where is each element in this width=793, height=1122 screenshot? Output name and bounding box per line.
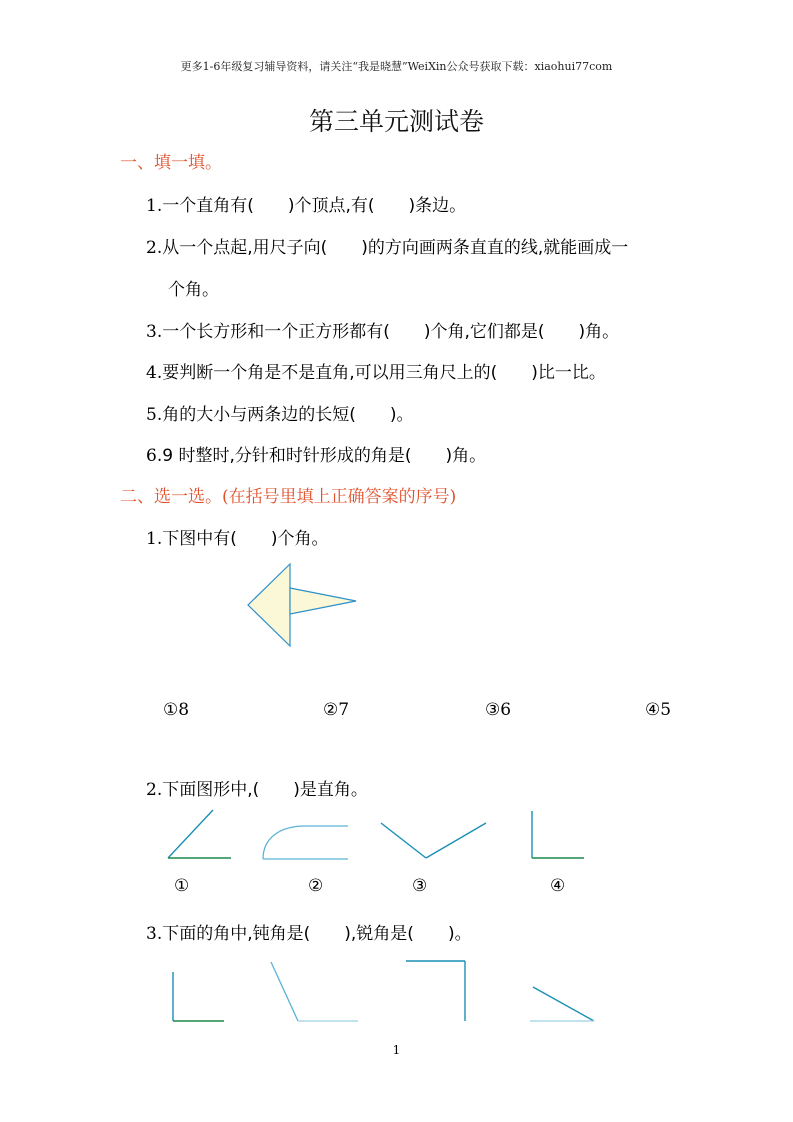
option-3: ③6	[485, 700, 512, 720]
figure-triangle-large	[248, 564, 290, 646]
shape-label-1: ①	[174, 876, 190, 896]
page-title: 第三单元测试卷	[308, 107, 484, 136]
question-2-2	[146, 775, 368, 800]
figure-triangle-small	[290, 588, 356, 614]
question-number: 1.	[146, 529, 163, 549]
question-1-6	[146, 441, 486, 466]
question-number: 3.	[146, 924, 163, 944]
option-4: ④5	[645, 700, 672, 720]
angle-figure-3-right	[406, 961, 465, 1021]
section-2-heading: 二、选一选。(在括号里填上正确答案的序号)	[120, 487, 457, 507]
question-number: 2.	[146, 780, 163, 800]
question-text: 角的大小与两条边的长短( )。	[162, 405, 414, 425]
question-text: 一个长方形和一个正方形都有( )个角,它们都是( )角。	[162, 322, 620, 342]
question-number: 3.	[146, 322, 163, 342]
section-1-heading: 一、填一填。	[120, 153, 222, 173]
question-number: 4.	[146, 363, 163, 383]
question-text: 一个直角有( )个顶点,有( )条边。	[162, 196, 467, 216]
question-1-1	[146, 191, 466, 216]
question-text: 从一个点起,用尺子向( )的方向画两条直直的线,就能画成一	[162, 238, 629, 258]
question-1-2-cont	[168, 275, 219, 300]
question-2-3	[146, 919, 472, 944]
question-text: 下面的角中,钝角是( ),锐角是( )。	[162, 924, 472, 944]
question-number: 5.	[146, 405, 163, 425]
question-number: 6.	[146, 446, 163, 466]
shape-label-2: ②	[308, 876, 324, 896]
angle-figure-1-right	[173, 972, 224, 1021]
question-number: 2.	[146, 238, 163, 258]
question-text: 要判断一个角是不是直角,可以用三角尺上的( )比一比。	[162, 363, 606, 383]
angle-figure-4-acute	[530, 987, 594, 1021]
question-1-2	[146, 233, 628, 258]
shape-2-curved	[263, 826, 348, 859]
shape-label-4: ④	[550, 876, 566, 896]
page-number: 1	[392, 1043, 401, 1057]
shape-3-obtuse-angle	[381, 823, 486, 858]
question-1-4	[146, 358, 606, 383]
option-1: ①8	[163, 700, 190, 720]
shape-label-3: ③	[412, 876, 428, 896]
question-text: 个角。	[168, 280, 219, 300]
question-text: 下图中有( )个角。	[162, 529, 329, 549]
question-2-1	[146, 524, 329, 549]
header-note: 更多1-6年级复习辅导资料，请关注“我是晓慧”WeiXin公众号获取下载：xiaohui77com	[180, 60, 613, 73]
question-1-3	[146, 317, 619, 342]
angle-figure-2-obtuse	[271, 962, 358, 1021]
option-2: ②7	[323, 700, 350, 720]
question-text: 9 时整时,分针和时针形成的角是( )角。	[162, 446, 487, 466]
question-number: 1.	[146, 196, 163, 216]
shape-1-acute-angle	[168, 810, 231, 858]
question-1-5	[146, 400, 414, 425]
shape-4-right-angle	[532, 811, 584, 858]
question-text: 下面图形中,( )是直角。	[162, 780, 368, 800]
